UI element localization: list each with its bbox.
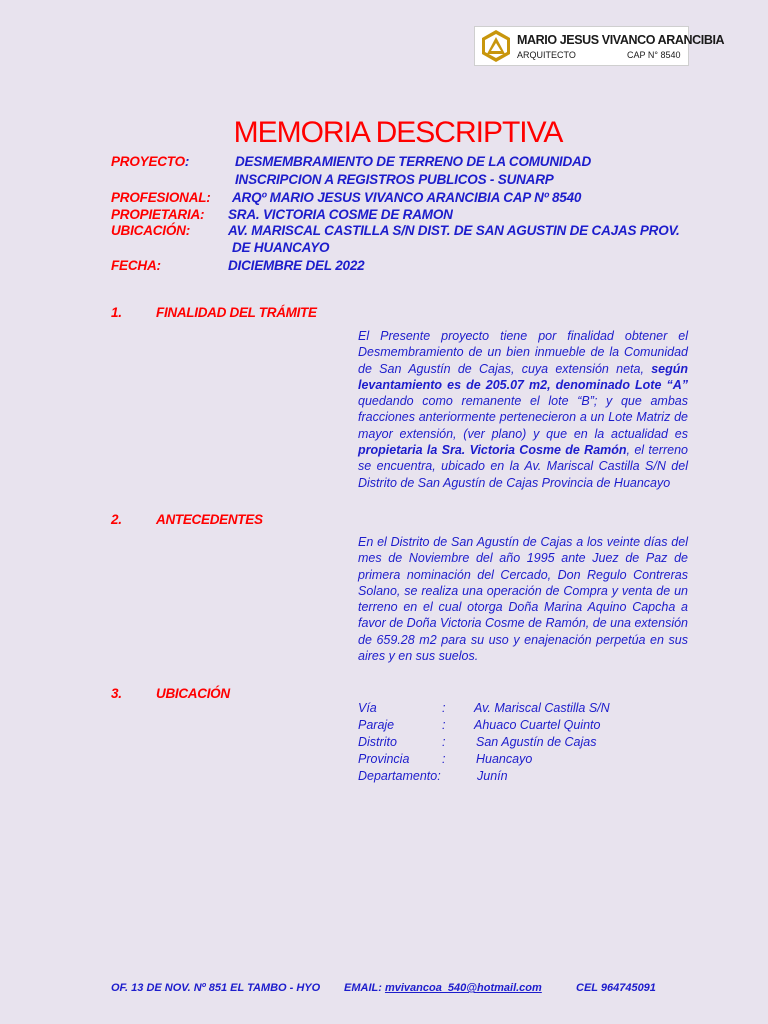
- ubicacion-row-colon: :: [442, 701, 446, 715]
- logo-cap: CAP N° 8540: [627, 50, 681, 60]
- section-1-bold-owner: propietaria la Sra. Victoria Cosme de Ramón: [358, 443, 627, 458]
- ubicacion-value-line2: DE HUANCAYO: [232, 240, 330, 255]
- proyecto-label: PROYECTO:: [111, 154, 190, 169]
- section-1-bold-area: según levantamiento es de 205.07 m2, denominado Lote “A”: [358, 361, 688, 392]
- ubicacion-label: UBICACIÓN:: [111, 223, 190, 238]
- section-3-title: UBICACIÓN: [156, 686, 230, 701]
- section-2-paragraph: En el Distrito de San Agustín de Cajas a los veinte días del mes de Noviembre del año 1995 ante Juez de Paz de primera nominación del Cercado, Don Regulo Contreras Solano, se realiza una operación de Compra y venta de un terreno en el cual otorga Doña Marina Aquino Capcha a favor de Doña Victoria Cosme de Ramón, de una extensión de 659.28 m2 para su uso y enajenación perpetúa en sus aires y en sus suelos.: [358, 535, 688, 664]
- ubicacion-row-value: Huancayo: [476, 752, 533, 766]
- section-1-title: FINALIDAD DEL TRÁMITE: [156, 305, 317, 320]
- logo: [474, 26, 725, 66]
- ubicacion-row-colon: :: [442, 752, 446, 766]
- ubicacion-row-label: Paraje: [358, 718, 395, 732]
- footer-email: EMAIL: mvivancoa_540@hotmail.com: [344, 982, 542, 994]
- profesional-value: ARQº MARIO JESUS VIVANCO ARANCIBIA CAP Nº 8540: [232, 190, 582, 205]
- ubicacion-row-colon: :: [442, 735, 446, 749]
- propietaria-label: PROPIETARIA:: [111, 207, 205, 222]
- ubicacion-row-label: Provincia: [358, 752, 410, 766]
- architect-logo-icon: [479, 29, 513, 63]
- section-1-paragraph: El Presente proyecto tiene por finalidad obtener el Desmembramiento de un bien inmueble de la Comunidad de San Agustín de Cajas, cuya extensión neta, según levantamiento es de 205.07 m2, denominado Lote “A” quedando como remanente el lote “B”; y que ambas fracciones anteriormente pertenecieron a un Lote Matriz de mayor extensión, (ver plano) y que en la actualidad es propietaria la Sra. Victoria Cosme de Ramón, el terreno se encuentra, ubicado en la Av. Mariscal Castilla S/N del Distrito de San Agustín de Cajas Provincia de Huancayo: [358, 329, 688, 490]
- fecha-value: DICIEMBRE DEL 2022: [228, 258, 365, 273]
- ubicacion-row-value: Ahuaco Cuartel Quinto: [474, 718, 601, 732]
- section-2-number: 2.: [111, 512, 122, 527]
- section-2-title: ANTECEDENTES: [156, 512, 263, 527]
- footer-address: OF. 13 DE NOV. Nº 851 EL TAMBO - HYO: [111, 982, 321, 994]
- logo-name: MARIO JESUS VIVANCO ARANCIBIA: [517, 33, 725, 47]
- ubicacion-row-value: San Agustín de Cajas: [476, 735, 597, 749]
- logo-role: ARQUITECTO: [517, 50, 576, 60]
- ubicacion-row-value: Av. Mariscal Castilla S/N: [474, 701, 610, 715]
- footer-phone: CEL 964745091: [576, 982, 656, 994]
- proyecto-value-line1: DESMEMBRAMIENTO DE TERRENO DE LA COMUNIDAD: [235, 154, 592, 169]
- fecha-label: FECHA:: [111, 258, 161, 273]
- profesional-label: PROFESIONAL:: [111, 190, 211, 205]
- ubicacion-row-value: Junín: [477, 769, 508, 783]
- propietaria-value: SRA. VICTORIA COSME DE RAMON: [228, 207, 453, 222]
- ubicacion-row-label: Vía: [358, 701, 377, 715]
- email-link[interactable]: mvivancoa_540@hotmail.com: [384, 982, 542, 994]
- section-1-number: 1.: [111, 305, 122, 320]
- ubicacion-row-colon: :: [442, 718, 446, 732]
- proyecto-value-line2: INSCRIPCION A REGISTROS PUBLICOS - SUNARP: [235, 172, 554, 187]
- ubicacion-value-line1: AV. MARISCAL CASTILLA S/N DIST. DE SAN AGUSTIN DE CAJAS PROV.: [228, 223, 680, 238]
- ubicacion-row-label: Distrito: [358, 735, 397, 749]
- document-title: MEMORIA DESCRIPTIVA: [233, 116, 563, 149]
- ubicacion-row-label: Departamento:: [358, 769, 441, 783]
- section-3-number: 3.: [111, 686, 122, 701]
